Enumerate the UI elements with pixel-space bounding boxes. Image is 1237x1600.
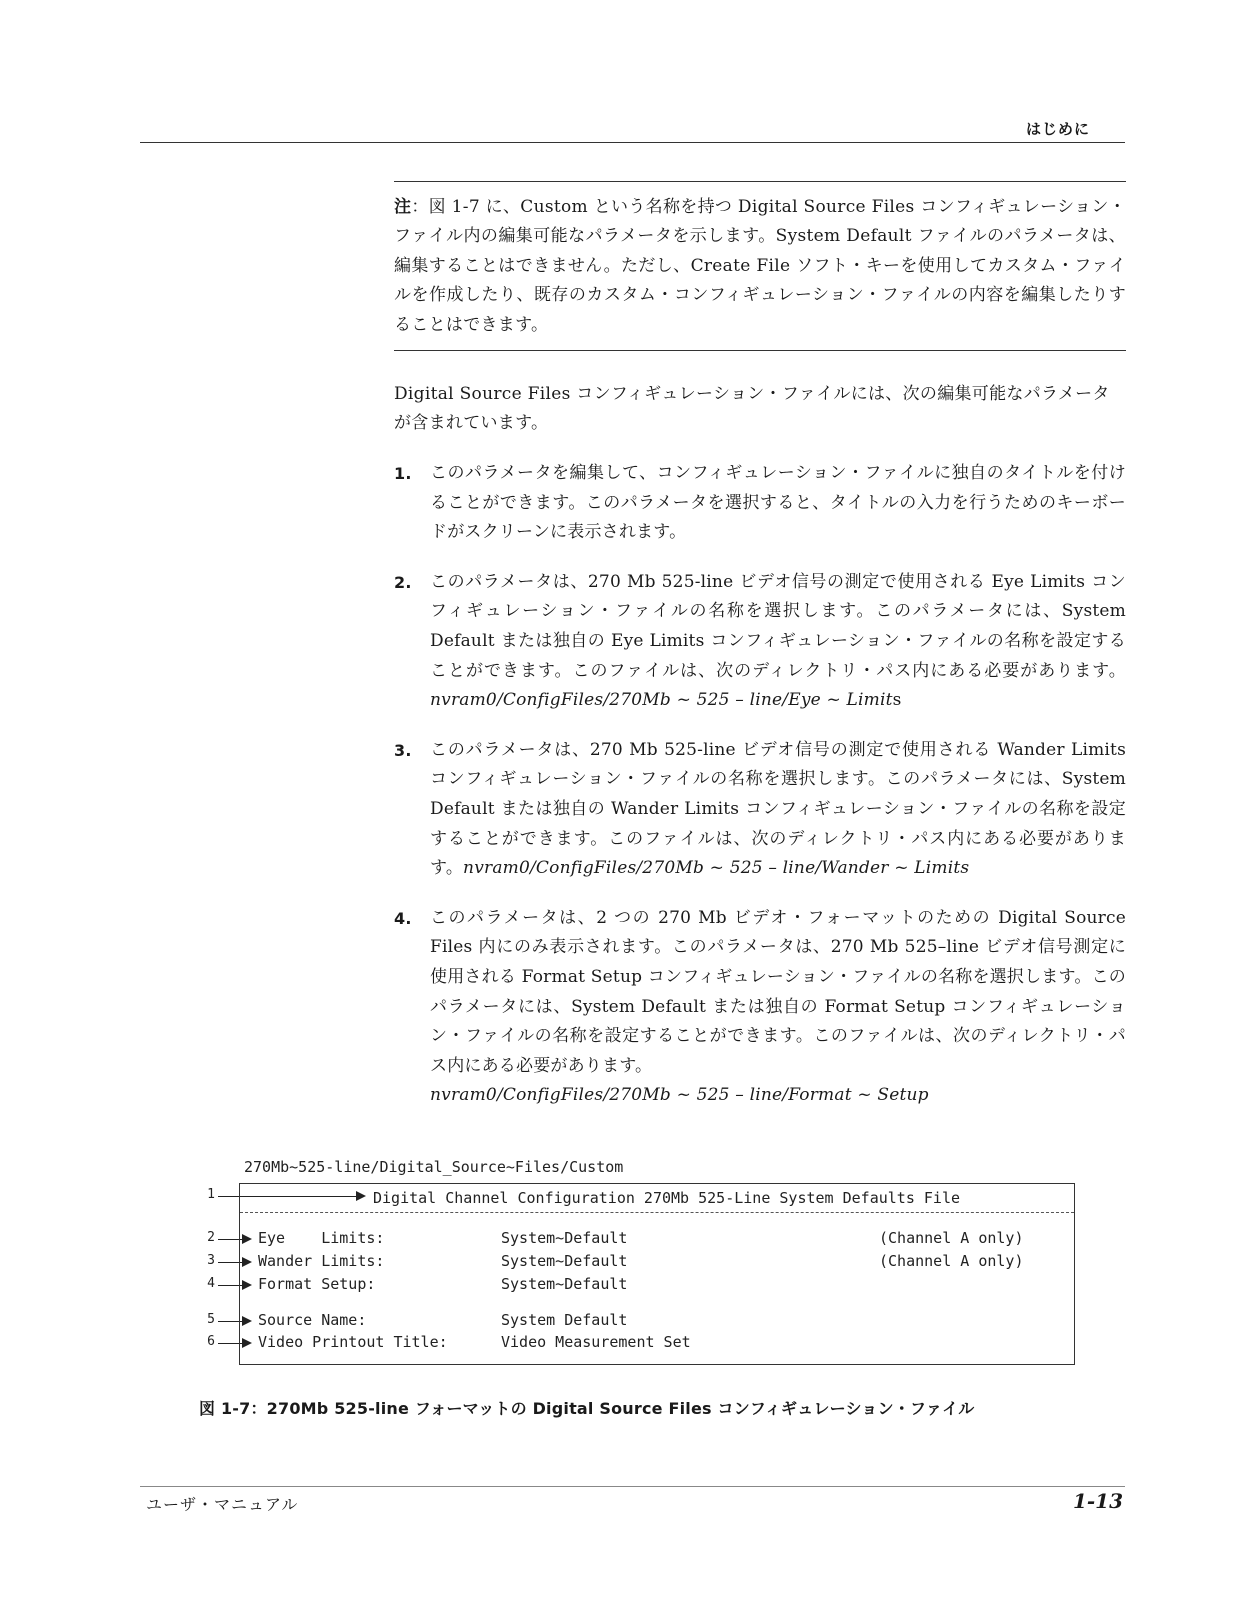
directory-path: nvram0/ConfigFiles/270Mb ~ 525 – line/Format ~ Setup	[430, 1085, 929, 1106]
directory-path-suffix: s	[892, 690, 902, 711]
callout-number: 5	[207, 1312, 215, 1327]
figure-1-7	[195, 1153, 1085, 1368]
row-note: (Channel A only)	[879, 1252, 1024, 1270]
list-number: 2.	[394, 572, 412, 592]
list-item	[394, 459, 1126, 548]
row-key: Video Printout Title:	[258, 1333, 448, 1351]
callout-number: 3	[207, 1253, 215, 1268]
row-value: System~Default	[501, 1229, 628, 1247]
directory-path: nvram0/ConfigFiles/270Mb ~ 525 – line/Eye ~ Limit	[430, 690, 893, 711]
footer-rule	[140, 1486, 1125, 1487]
note-text: ：図 1-7 に、Custom という名称を持つ Digital Source Files コンフィギュレーション・ファイル内の編集可能なパラメータを示します。System Default ファイルのパラメータは、編集することはできません。ただし、Create File ソフト・キーを使用してカスタム・ファイルを作成したり、既存のカスタム・コンフィギュレーション・ファイルの内容を編集したりすることはできます。	[394, 197, 1126, 335]
callout-number: 1	[207, 1187, 215, 1202]
footer-manual-title: ユーザ・マニュアル	[146, 1495, 299, 1514]
row-key: Format Setup:	[258, 1275, 376, 1293]
list-number: 4.	[394, 908, 412, 928]
callout-number: 2	[207, 1230, 215, 1245]
row-note: (Channel A only)	[879, 1229, 1024, 1247]
dashed-divider	[240, 1212, 1074, 1213]
list-number: 3.	[394, 740, 412, 760]
header-title: はじめに	[1025, 120, 1090, 138]
list-item-text: このパラメータは、2 つの 270 Mb ビデオ・フォーマットのための Digital Source Files 内にのみ表示されます。このパラメータは、270 Mb 525–line ビデオ信号測定に使用される Format Setup コンフィギュレーション・ファイルの名称を選択します。このパラメータには、System Default または独自の Format Setup コンフィギュレーション・ファイルの名称を設定することができます。このファイルは、次のディレクトリ・パス内にある必要があります。	[430, 907, 1126, 1076]
figure-path: 270Mb~525-line/Digital_Source~Files/Custom	[244, 1158, 624, 1176]
figure-caption: 図 1-7：270Mb 525-line フォーマットの Digital Source Files コンフィギュレーション・ファイル	[199, 1399, 975, 1418]
note-label: 注	[394, 197, 412, 217]
row-key: Eye Limits:	[258, 1229, 385, 1247]
row-value: Video Measurement Set	[501, 1333, 691, 1351]
callout-number: 4	[207, 1276, 215, 1291]
config-screen-box	[239, 1183, 1075, 1365]
row-key: Wander Limits:	[258, 1252, 385, 1270]
list-item-text: このパラメータを編集して、コンフィギュレーション・ファイルに独自のタイトルを付けることができます。このパラメータを選択すると、タイトルの入力を行うためのキーボードがスクリーンに表示されます。	[430, 463, 1126, 543]
row-value: System Default	[501, 1311, 628, 1329]
row-value: System~Default	[501, 1252, 628, 1270]
directory-path: nvram0/ConfigFiles/270Mb ~ 525 – line/Wander ~ Limits	[463, 858, 970, 879]
parameter-list	[394, 459, 1126, 1131]
list-item-text: このパラメータは、270 Mb 525-line ビデオ信号の測定で使用される Eye Limits コンフィギュレーション・ファイルの名称を選択します。このパラメータには、System Default または独自の Eye Limits コンフィギュレーション・ファイルの名称を設定することができます。このファイルは、次のディレクトリ・パス内にある必要があります。	[430, 571, 1126, 681]
list-item	[394, 736, 1126, 884]
list-item-text: このパラメータは、270 Mb 525-line ビデオ信号の測定で使用される Wander Limits コンフィギュレーション・ファイルの名称を選択します。このパラメータには、System Default または独自の Wander Limits コンフィギュレーション・ファイルの名称を設定することができます。このファイルは、次のディレクトリ・パス内にある必要があります。	[430, 739, 1126, 879]
row-value: System~Default	[501, 1275, 628, 1293]
config-file-title: Digital Channel Configuration 270Mb 525-Line System Defaults File	[373, 1189, 960, 1207]
note-top-rule	[394, 181, 1126, 182]
list-item	[394, 904, 1126, 1111]
callout-number: 6	[207, 1334, 215, 1349]
list-item	[394, 568, 1126, 716]
list-number: 1.	[394, 464, 412, 483]
note-block	[394, 193, 1126, 340]
header-rule	[140, 142, 1125, 143]
intro-paragraph: Digital Source Files コンフィギュレーション・ファイルには、次の編集可能なパラメータが含まれています。	[394, 384, 1110, 434]
note-bottom-rule	[394, 350, 1126, 351]
row-key: Source Name:	[258, 1311, 367, 1329]
page-number: 1-13	[1072, 1489, 1123, 1513]
